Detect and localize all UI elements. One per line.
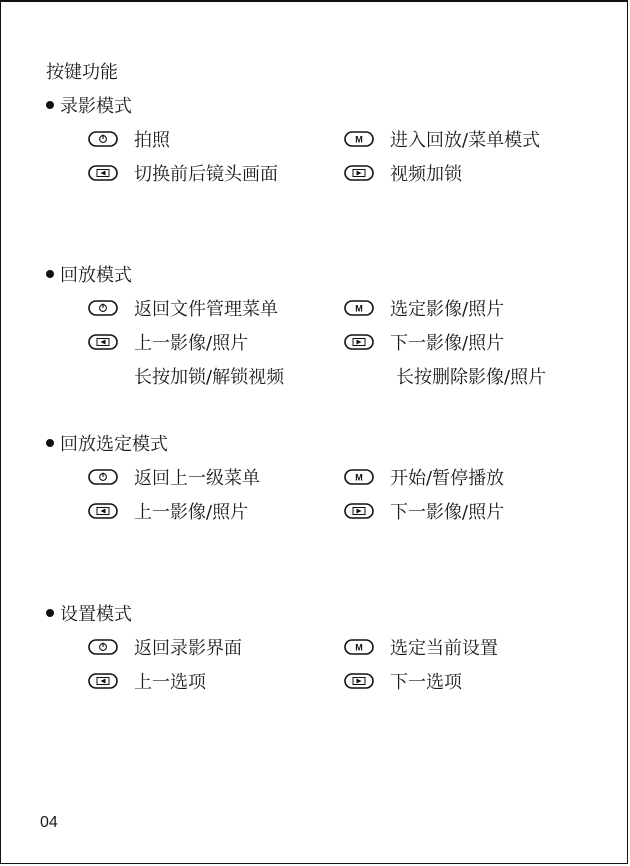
item-label: 进入回放/菜单模式: [390, 130, 541, 151]
right-button-icon: [344, 165, 374, 181]
page-title: 按键功能: [46, 62, 118, 83]
item-m-select: [344, 464, 504, 490]
section-heading-settings: [46, 600, 132, 626]
item-label: 选定影像/照片: [390, 299, 505, 320]
bullet-icon: [46, 439, 54, 447]
item-label: 返回录影界面: [134, 638, 242, 659]
right-button-icon: [344, 503, 374, 519]
power-button-icon: [88, 469, 118, 485]
bullet-icon: [46, 101, 54, 109]
m-button-icon: [344, 300, 374, 316]
section-heading-playback-select: [46, 430, 168, 456]
bullet-icon: [46, 270, 54, 278]
left-button-icon: [88, 165, 118, 181]
power-button-icon: [88, 131, 118, 147]
power-button-icon: [88, 300, 118, 316]
left-button-icon: [88, 673, 118, 689]
note-long-press-lock: 长按加锁/解锁视频: [134, 367, 285, 388]
m-button-icon: [344, 469, 374, 485]
svg-text:M: M: [355, 472, 363, 483]
m-button-icon: [344, 131, 374, 147]
power-button-icon: [88, 639, 118, 655]
svg-text:M: M: [355, 642, 363, 653]
item-label: 返回上一级菜单: [134, 468, 260, 489]
item-left-settings: [88, 668, 206, 694]
page-number: 04: [40, 814, 58, 831]
item-right-playback: [344, 329, 504, 355]
item-power-settings: [88, 634, 242, 660]
item-m-settings: [344, 634, 498, 660]
item-label: 下一选项: [390, 672, 462, 693]
section-heading-label: 回放选定模式: [60, 434, 168, 455]
item-label: 返回文件管理菜单: [134, 299, 278, 320]
item-m-record: [344, 126, 540, 152]
item-m-playback: [344, 295, 504, 321]
right-button-icon: [344, 673, 374, 689]
item-label: 下一影像/照片: [390, 502, 505, 523]
note-long-press-delete: 长按删除影像/照片: [396, 367, 547, 388]
item-label: 下一影像/照片: [390, 333, 505, 354]
item-right-select: [344, 498, 504, 524]
item-label: 上一选项: [134, 672, 206, 693]
item-label: 上一影像/照片: [134, 502, 249, 523]
svg-text:M: M: [355, 134, 363, 145]
item-label: 拍照: [134, 130, 170, 151]
item-right-record: [344, 160, 462, 186]
item-left-playback: [88, 329, 248, 355]
left-button-icon: [88, 503, 118, 519]
item-power-select: [88, 464, 260, 490]
section-heading-record: [46, 92, 132, 118]
item-left-select: [88, 498, 248, 524]
left-button-icon: [88, 334, 118, 350]
section-heading-label: 回放模式: [60, 265, 132, 286]
item-power-record: [88, 126, 170, 152]
item-label: 上一影像/照片: [134, 333, 249, 354]
item-label: 视频加锁: [390, 164, 462, 185]
item-left-record: [88, 160, 278, 186]
section-heading-playback: [46, 261, 132, 287]
item-power-playback: [88, 295, 278, 321]
item-label: 选定当前设置: [390, 638, 498, 659]
item-label: 切换前后镜头画面: [134, 164, 278, 185]
item-right-settings: [344, 668, 462, 694]
right-button-icon: [344, 334, 374, 350]
section-heading-label: 设置模式: [60, 604, 132, 625]
svg-text:M: M: [355, 303, 363, 314]
bullet-icon: [46, 609, 54, 617]
m-button-icon: [344, 639, 374, 655]
section-heading-label: 录影模式: [60, 96, 132, 117]
item-label: 开始/暂停播放: [390, 468, 505, 489]
